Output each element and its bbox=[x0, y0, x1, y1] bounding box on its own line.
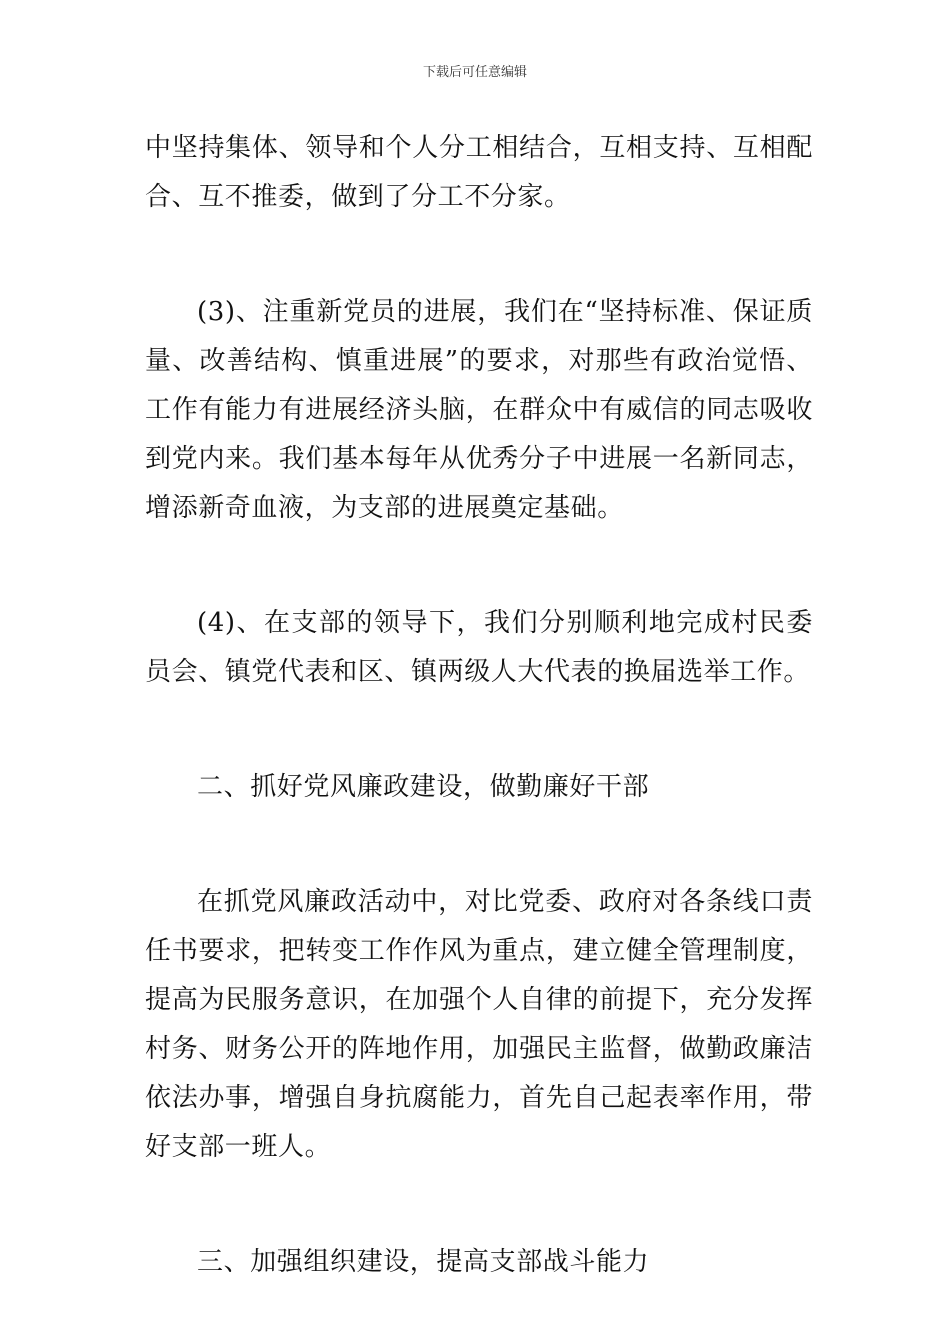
paragraph-spacer bbox=[145, 697, 813, 763]
paragraph-spacer bbox=[145, 533, 813, 599]
section-heading-2: 二、抓好党风廉政建设，做勤廉好干部 bbox=[197, 772, 650, 802]
paragraph-item-3: (3)、注重新党员的进展，我们在“坚持标准、保证质量、改善结构、慎重进展”的要求，对那些有政治觉悟、工作有能力有进展经济头脑，在群众中有威信的同志吸收到党内来。我们基本每年从优秀分子中进展一名新同志，增添新奇血液，为支部的进展奠定基础。 bbox=[145, 297, 813, 523]
paragraph-anticorruption: 在抓党风廉政活动中，对比党委、政府对各条线口责任书要求，把转变工作作风为重点，建立健全管理制度，提高为民服务意识，在加强个人自律的前提下，充分发挥村务、财务公开的阵地作用，加强民主监督，做勤政廉洁依法办事，增强自身抗腐能力，首先自己起表率作用，带好支部一班人。 bbox=[145, 887, 813, 1162]
paragraph-continuation: 中坚持集体、领导和个人分工相结合，互相支持、互相配合、互不推委，做到了分工不分家。 bbox=[145, 133, 813, 212]
paragraph-spacer bbox=[145, 222, 813, 288]
paragraph-spacer bbox=[145, 1172, 813, 1238]
section-heading-3: 三、加强组织建设，提高支部战斗能力 bbox=[197, 1247, 650, 1277]
page-header: 下载后可任意编辑 bbox=[422, 65, 527, 80]
document-body bbox=[145, 124, 813, 1287]
paragraph-item-4: (4)、在支部的领导下，我们分别顺利地完成村民委员会、镇党代表和区、镇两级人大代表的换届选举工作。 bbox=[145, 608, 813, 687]
paragraph-spacer bbox=[145, 812, 813, 878]
